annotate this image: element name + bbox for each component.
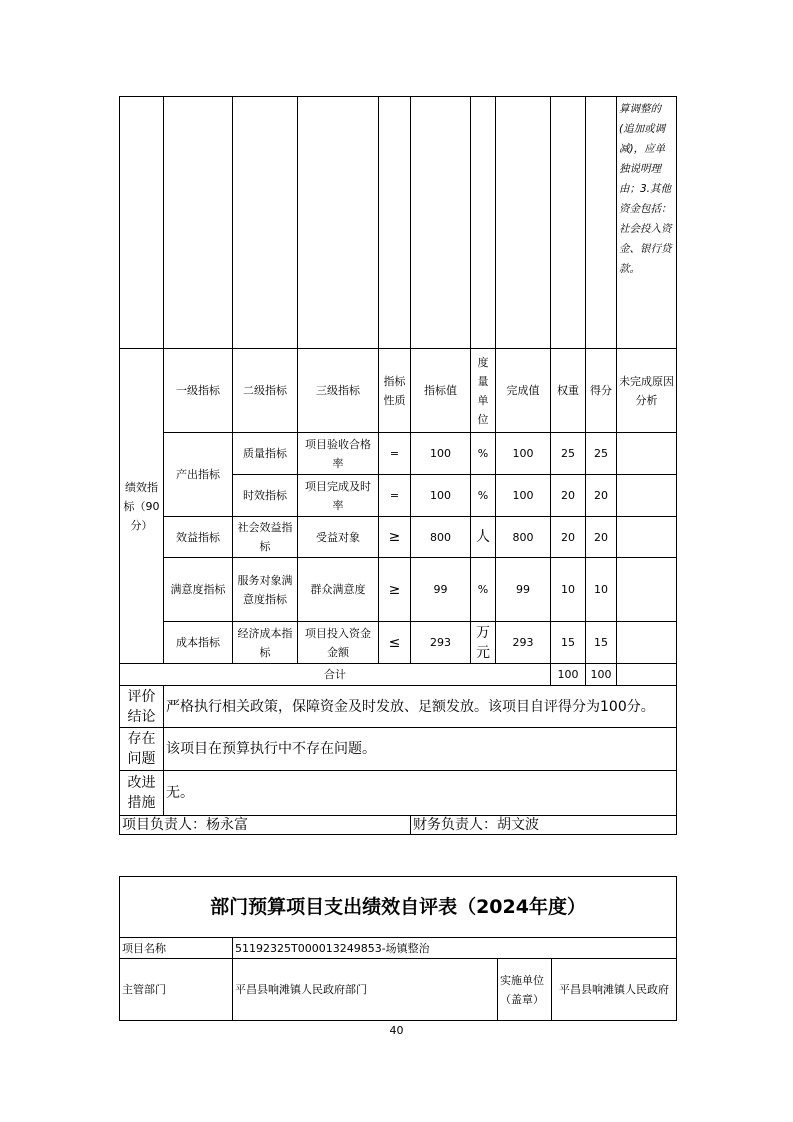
weight-cell: 10: [551, 558, 586, 622]
issues-text: 该项目在预算执行中不存在问题。: [164, 728, 677, 771]
level2-cell: 社会效益指标: [233, 517, 298, 558]
weight-cell: 20: [551, 517, 586, 558]
level1-cell: 效益指标: [164, 517, 233, 558]
actual-cell: 100: [496, 475, 551, 517]
unit-cell: 人: [471, 517, 496, 558]
weight-cell: 20: [551, 475, 586, 517]
actual-cell: 800: [496, 517, 551, 558]
level3-cell: 群众满意度: [298, 558, 379, 622]
score-cell: 10: [586, 558, 617, 622]
conclusion-row: [120, 686, 677, 728]
weight-cell: 15: [551, 622, 586, 664]
table-row: [120, 558, 677, 622]
finance-lead: 财务负责人：胡文波: [411, 816, 677, 835]
project-lead: 项目负责人：杨永富: [120, 816, 411, 835]
header-unit: 度量单位: [471, 349, 496, 433]
unit-cell: %: [471, 475, 496, 517]
actual-cell: 99: [496, 558, 551, 622]
unit-cell: 万元: [471, 622, 496, 664]
page-number: 40: [389, 1024, 404, 1037]
note-text: 算调整的(追加或调减)，应单独说明理由；3.其他资金包括：社会投入资金、银行贷款。: [617, 97, 677, 349]
table-row: [120, 517, 677, 558]
dept-value: 平昌县响滩镇人民政府部门: [233, 959, 498, 1021]
reason-cell: [617, 517, 677, 558]
header-nature: 指标性质: [379, 349, 411, 433]
level1-cell: 产出指标: [164, 433, 233, 517]
nature-cell: =: [379, 433, 411, 475]
unit-cell: %: [471, 433, 496, 475]
target-cell: 293: [411, 622, 471, 664]
header-reason: 未完成原因分析: [617, 349, 677, 433]
section-label: 绩效指标（90分）: [120, 349, 164, 664]
header-level2: 二级指标: [233, 349, 298, 433]
level2-cell: 时效指标: [233, 475, 298, 517]
header-level3: 三级指标: [298, 349, 379, 433]
total-row: [120, 664, 677, 686]
reason-cell: [617, 475, 677, 517]
measures-row: [120, 771, 677, 816]
target-cell: 99: [411, 558, 471, 622]
project-name-label: 项目名称: [120, 938, 233, 959]
nature-cell: =: [379, 475, 411, 517]
target-cell: 100: [411, 433, 471, 475]
reason-cell: [617, 433, 677, 475]
header-actual: 完成值: [496, 349, 551, 433]
measures-label: 改进措施: [120, 771, 164, 816]
target-cell: 100: [411, 475, 471, 517]
reason-cell: [617, 622, 677, 664]
score-cell: 20: [586, 475, 617, 517]
score-cell: 20: [586, 517, 617, 558]
unit-cell: %: [471, 558, 496, 622]
signature-row: [120, 816, 677, 835]
nature-cell: ≥: [379, 517, 411, 558]
impl-unit-value: 平昌县响滩镇人民政府: [552, 959, 677, 1021]
header-level1: 一级指标: [164, 349, 233, 433]
project-name-value: 51192325T000013249853-场镇整治: [233, 938, 677, 959]
performance-table: [119, 96, 677, 835]
total-score: 100: [586, 664, 617, 686]
self-evaluation-table: [119, 876, 677, 1021]
issues-label: 存在问题: [120, 728, 164, 771]
total-weight: 100: [551, 664, 586, 686]
level3-cell: 项目验收合格率: [298, 433, 379, 475]
level1-cell: 满意度指标: [164, 558, 233, 622]
level3-cell: 受益对象: [298, 517, 379, 558]
level1-cell: 成本指标: [164, 622, 233, 664]
table-row: [120, 433, 677, 475]
nature-cell: ≥: [379, 558, 411, 622]
actual-cell: 293: [496, 622, 551, 664]
actual-cell: 100: [496, 433, 551, 475]
header-row: [120, 349, 677, 433]
conclusion-label: 评价结论: [120, 686, 164, 728]
impl-unit-label: 实施单位（盖章）: [498, 959, 552, 1021]
score-cell: 25: [586, 433, 617, 475]
form-title: 部门预算项目支出绩效自评表（2024年度）: [120, 877, 677, 938]
weight-cell: 25: [551, 433, 586, 475]
level2-cell: 服务对象满意度指标: [233, 558, 298, 622]
table-row: [120, 622, 677, 664]
conclusion-text: 严格执行相关政策，保障资金及时发放、足额发放。该项目自评得分为100分。: [164, 686, 677, 728]
issues-row: [120, 728, 677, 771]
level3-cell: 项目投入资金金额: [298, 622, 379, 664]
header-score: 得分: [586, 349, 617, 433]
note-row: [120, 97, 677, 349]
total-label: 合计: [120, 664, 551, 686]
reason-cell: [617, 558, 677, 622]
level2-cell: 质量指标: [233, 433, 298, 475]
dept-label: 主管部门: [120, 959, 233, 1021]
level2-cell: 经济成本指标: [233, 622, 298, 664]
nature-cell: ≤: [379, 622, 411, 664]
measures-text: 无。: [164, 771, 677, 816]
header-target: 指标值: [411, 349, 471, 433]
target-cell: 800: [411, 517, 471, 558]
level3-cell: 项目完成及时率: [298, 475, 379, 517]
header-weight: 权重: [551, 349, 586, 433]
score-cell: 15: [586, 622, 617, 664]
